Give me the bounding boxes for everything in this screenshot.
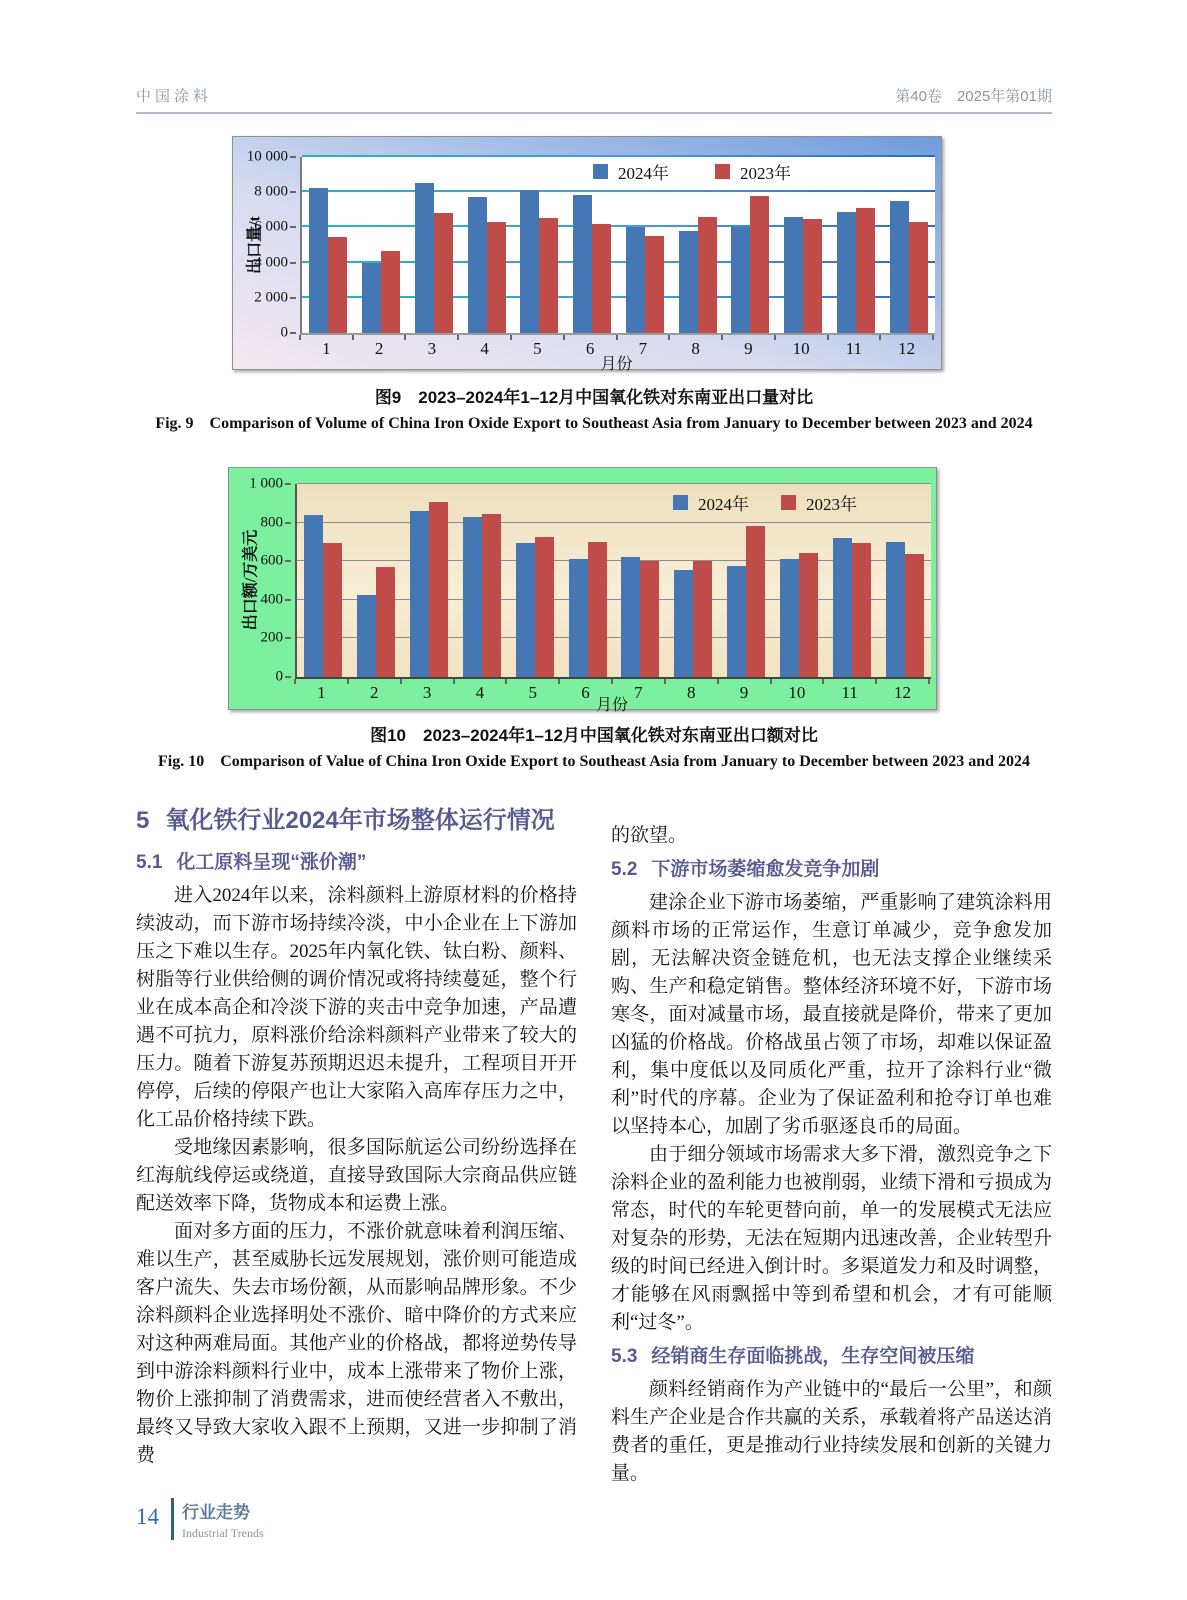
x-tick-label: 4: [480, 339, 489, 358]
footer-column-name: [182, 1498, 264, 1541]
x-tick-label: 2: [369, 683, 379, 702]
bar-2023年: [640, 561, 659, 677]
x-tick-label: 5: [533, 339, 542, 358]
paragraph: 进入2024年以来，涂料颜料上游原材料的价格持续波动，而下游市场持续冷淡，中小企业在上下游加压之下难以生存。2025年内氧化铁、钛白粉、颜料、树脂等行业供给侧的调价情况或将持续蔓延，整个行业在成本高企和冷淡下游的夹击中竞争加速，产品遭遇不可抗力，原料涨价给涂料颜料产业带来了较大的压力。随着下游复苏预期迟迟未提升，工程项目开开停停，后续的停限产也让大家陷入高库存压力之中，化工品价格持续下跌。: [136, 885, 577, 1130]
section53-number: 5.3: [611, 1346, 638, 1367]
legend-item: [715, 159, 791, 184]
y-axis-title: 出口额/万美元: [242, 529, 260, 631]
x-tick: [563, 335, 565, 340]
y-tick: [285, 483, 291, 485]
bar-group: [403, 484, 456, 677]
bar-2023年: [645, 236, 664, 333]
y-tick: [290, 156, 296, 158]
y-tick-label: 8 000: [254, 183, 288, 200]
left-column: [136, 800, 577, 1488]
y-tick: [290, 297, 296, 299]
bar-group: [508, 484, 561, 677]
bar-2024年: [304, 515, 323, 677]
x-tick-label: 3: [422, 683, 432, 702]
bar-group: [302, 157, 355, 333]
bar-2023年: [376, 567, 395, 677]
x-tick: [347, 679, 349, 684]
x-tick: [664, 679, 666, 684]
legend-label: 2023年: [740, 164, 791, 183]
bar-2023年: [323, 543, 342, 677]
bar-2024年: [837, 212, 856, 333]
bar-2024年: [569, 559, 588, 677]
section52-heading: [611, 854, 1052, 881]
x-tick-label: 7: [638, 339, 648, 358]
section51-title: 化工原料呈现“涨价潮”: [176, 852, 367, 873]
legend: [673, 490, 857, 515]
bar-group: [878, 484, 931, 677]
figure10-caption-en: Fig. 10 Comparison of Value of China Iron Oxide Export to Southeast Asia from January to December between 2023 and 2024: [157, 753, 1031, 770]
figure10-caption: [134, 721, 1054, 773]
y-tick: [290, 332, 296, 334]
x-tick-label: 10: [788, 683, 806, 702]
bar-group: [455, 484, 508, 677]
legend-item: [781, 490, 857, 515]
x-tick-label: 8: [686, 683, 696, 702]
x-tick: [510, 335, 512, 340]
y-tick-label: 2 000: [254, 289, 288, 306]
y-tick: [285, 599, 291, 601]
x-tick: [299, 335, 301, 340]
figure9-chart: [232, 136, 942, 373]
x-tick-label: 6: [581, 683, 590, 702]
y-axis-title: 出口量/t: [246, 216, 264, 274]
section52-title: 下游市场萎缩愈发竞争加剧: [651, 859, 880, 880]
x-tick: [505, 679, 507, 684]
section53-heading: [611, 1341, 1052, 1368]
bar-2024年: [731, 227, 750, 333]
legend-swatch: [781, 495, 796, 510]
y-tick-label: 10 000: [246, 148, 288, 165]
x-tick-label: 1: [322, 339, 331, 358]
y-tick-label: 4 000: [254, 254, 288, 271]
y-tick-label: 0: [275, 668, 283, 685]
bar-2024年: [886, 542, 905, 677]
bar-2024年: [621, 557, 640, 677]
y-tick-label: 800: [260, 514, 283, 531]
paragraph: 建涂企业下游市场萎缩，严重影响了建筑涂料用颜料市场的正常运作，生意订单减少，竞争愈发加剧，无法解决资金链危机，也无法支撑企业继续采购、生产和稳定销售。整体经济环境不好，下游市场寒冬，面对减量市场，最直接就是降价，带来了更加凶猛的价格战。价格战虽占领了市场，却难以保证盈利，集中度低以及同质化严重，拉开了涂料行业“微利”时代的序幕。企业为了保证盈利和抢夺订单也难以坚持本心，加剧了劣币驱逐良币的局面。: [611, 892, 1052, 1137]
figure9-caption: [134, 383, 1054, 435]
bar-2023年: [535, 537, 554, 678]
bar-2023年: [746, 526, 765, 677]
bar-2024年: [727, 566, 746, 677]
y-tick: [285, 522, 291, 524]
bar-group: [830, 157, 883, 333]
bar-2023年: [328, 237, 347, 333]
bar-2023年: [698, 217, 717, 333]
legend-label: 2024年: [698, 495, 749, 514]
x-tick: [457, 335, 459, 340]
x-tick-label: 11: [845, 339, 863, 358]
x-tick-label: 10: [792, 339, 810, 358]
legend-swatch: [673, 495, 688, 510]
y-tick: [290, 262, 296, 264]
x-tick-label: 2: [374, 339, 384, 358]
y-tick-label: 6 000: [254, 218, 288, 235]
x-tick-label: 1: [317, 683, 326, 702]
bar-2024年: [309, 188, 328, 333]
article-body: [136, 800, 1052, 1488]
bar-group: [513, 157, 566, 333]
x-tick: [404, 335, 406, 340]
x-tick: [400, 679, 402, 684]
issue-info: 第40卷 2025年第01期: [895, 88, 1052, 105]
bar-2024年: [890, 201, 909, 333]
y-tick: [290, 191, 296, 193]
paragraph: 颜料经销商作为产业链中的“最后一公里”，和颜料生产企业是合作共赢的关系，承载着将产品送达消费者的重任，更是推动行业持续发展和创新的关键力量。: [611, 1379, 1052, 1484]
page-number: 14: [136, 1504, 159, 1529]
x-tick: [932, 335, 934, 340]
y-tick-label: 600: [260, 552, 283, 569]
x-tick-label: 7: [634, 683, 643, 702]
y-tick-label: 0: [280, 324, 288, 341]
bar-2023年: [487, 222, 506, 333]
x-tick: [616, 335, 618, 340]
bar-group: [460, 157, 513, 333]
journal-title: 中国涂料: [136, 88, 213, 105]
y-tick-label: 1 000: [249, 475, 283, 492]
bar-2024年: [780, 559, 799, 677]
bar-2023年: [588, 542, 607, 677]
x-tick: [928, 679, 930, 684]
figure9-caption-cn: 图9 2023–2024年1–12月中国氧化铁对东南亚出口量对比: [374, 388, 814, 407]
x-tick: [774, 335, 776, 340]
bar-group: [408, 157, 461, 333]
footer-divider: [171, 1498, 174, 1540]
legend-item: [673, 490, 749, 515]
figure10-chart: [228, 467, 937, 714]
bar-2023年: [852, 543, 871, 677]
bar-2024年: [833, 538, 852, 677]
x-tick: [558, 679, 560, 684]
figure10-caption-cn: 图10 2023–2024年1–12月中国氧化铁对东南亚出口额对比: [370, 726, 818, 745]
y-tick: [285, 560, 291, 562]
bar-2023年: [693, 561, 712, 677]
legend-label: 2024年: [618, 164, 669, 183]
section51-heading: [136, 847, 577, 874]
bar-2024年: [415, 183, 434, 333]
legend-swatch: [593, 164, 608, 179]
x-tick: [822, 679, 824, 684]
x-tick: [717, 679, 719, 684]
bar-2024年: [357, 595, 376, 677]
x-tick: [770, 679, 772, 684]
legend-item: [593, 159, 669, 184]
bar-2024年: [520, 190, 539, 333]
bar-2024年: [410, 511, 429, 677]
x-tick-label: 3: [427, 339, 437, 358]
bar-2023年: [592, 224, 611, 333]
bar-2023年: [799, 553, 818, 677]
x-axis-ticks: [295, 679, 929, 685]
bar-2023年: [803, 219, 822, 333]
bar-group: [882, 157, 935, 333]
figure9-caption-en: Fig. 9 Comparison of Volume of China Iron Oxide Export to Southeast Asia from January to December between 2023 and 2024: [155, 415, 1033, 432]
x-tick-label: 11: [841, 683, 858, 702]
x-tick: [721, 335, 723, 340]
bar-2023年: [856, 208, 875, 333]
y-tick-label: 400: [260, 591, 283, 608]
bar-2023年: [434, 213, 453, 333]
bar-2023年: [909, 222, 928, 333]
section51-number: 5.1: [136, 852, 163, 873]
legend: [593, 159, 791, 184]
x-tick: [827, 335, 829, 340]
x-tick-label: 6: [585, 339, 595, 358]
section53-title: 经销商生存面临挑战，生存空间被压缩: [651, 1346, 975, 1367]
x-tick-label: 4: [475, 683, 485, 702]
x-tick-label: 12: [894, 683, 912, 702]
bar-group: [297, 484, 350, 677]
x-tick: [352, 335, 354, 340]
x-tick: [879, 335, 881, 340]
paragraph: 由于细分领域市场需求大多下滑，激烈竞争之下涂料企业的盈利能力也被削弱，业绩下滑和亏损成为常态，时代的车轮更替向前，单一的发展模式无法应对复杂的形势，无法在短期内迅速改善，企业转型升级的时间已经进入倒计时。多渠道发力和及时调整，才能够在风雨飘摇中等到希望和机会，才有可能顺利“过冬”。: [611, 1144, 1052, 1333]
footer-column-en: Industrial Trends: [182, 1526, 264, 1540]
x-tick-label: 5: [528, 683, 537, 702]
section52-number: 5.2: [611, 859, 638, 880]
bar-2023年: [539, 218, 558, 333]
bar-2023年: [750, 196, 769, 333]
bar-group: [350, 484, 403, 677]
bar-2023年: [482, 514, 501, 677]
bar-group: [614, 484, 667, 677]
y-tick: [290, 226, 296, 228]
x-tick-label: 9: [744, 339, 753, 358]
bar-2023年: [905, 554, 924, 677]
x-tick-label: 8: [691, 339, 700, 358]
y-tick: [285, 637, 291, 639]
x-tick: [294, 679, 296, 684]
bar-2024年: [516, 543, 535, 677]
section5-number: 5: [136, 807, 150, 834]
paragraph: 面对多方面的压力，不涨价就意味着利润压缩、难以生产，甚至威胁长远发展规划，涨价则可能造成客户流失、失去市场份额，从而影响品牌形象。不少涂料颜料企业选择明处不涨价、暗中降价的方式来应对这种两难局面。其他产业的价格战，都将逆势传导到中游涂料颜料行业中，成本上涨带来了物价上涨，物价上涨抑制了消费需求，进而使经营者入不敷出，最终又导致大家收入跟不上预期，又进一步抑制了消费: [136, 1221, 577, 1466]
bar-2023年: [381, 251, 400, 333]
bar-group: [355, 157, 408, 333]
section5-title: 氧化铁行业2024年市场整体运行情况: [165, 807, 555, 834]
y-tick-label: 200: [260, 629, 283, 646]
bar-2023年: [429, 502, 448, 677]
bar-2024年: [674, 570, 693, 677]
y-tick: [285, 676, 291, 678]
x-axis-title: 月份: [595, 697, 628, 714]
x-tick-label: 12: [898, 339, 916, 358]
x-tick: [453, 679, 455, 684]
paragraph-continuation: 的欲望。: [611, 825, 688, 846]
x-axis-title: 月份: [600, 356, 633, 373]
x-tick-label: 9: [739, 683, 749, 702]
x-tick: [611, 679, 613, 684]
paragraph: 受地缘因素影响，很多国际航运公司纷纷选择在红海航线停运或绕道，直接导致国际大宗商品供应链配送效率下降，货物成本和运费上涨。: [136, 1137, 577, 1214]
bar-2024年: [362, 263, 381, 333]
x-axis-ticks: [300, 335, 933, 341]
x-tick: [668, 335, 670, 340]
section5-heading: [136, 800, 577, 835]
bar-2024年: [626, 227, 645, 333]
bar-2024年: [573, 195, 592, 333]
legend-label: 2023年: [806, 495, 857, 514]
bar-2024年: [679, 231, 698, 333]
right-column: [611, 800, 1052, 1488]
x-tick: [875, 679, 877, 684]
bar-2024年: [468, 197, 487, 333]
bar-2024年: [784, 217, 803, 333]
page-footer: [136, 1498, 264, 1541]
page-header: [136, 78, 1052, 114]
bar-group: [561, 484, 614, 677]
legend-swatch: [715, 164, 730, 179]
bar-2024年: [463, 517, 482, 677]
footer-column-cn: 行业走势: [182, 1503, 250, 1522]
